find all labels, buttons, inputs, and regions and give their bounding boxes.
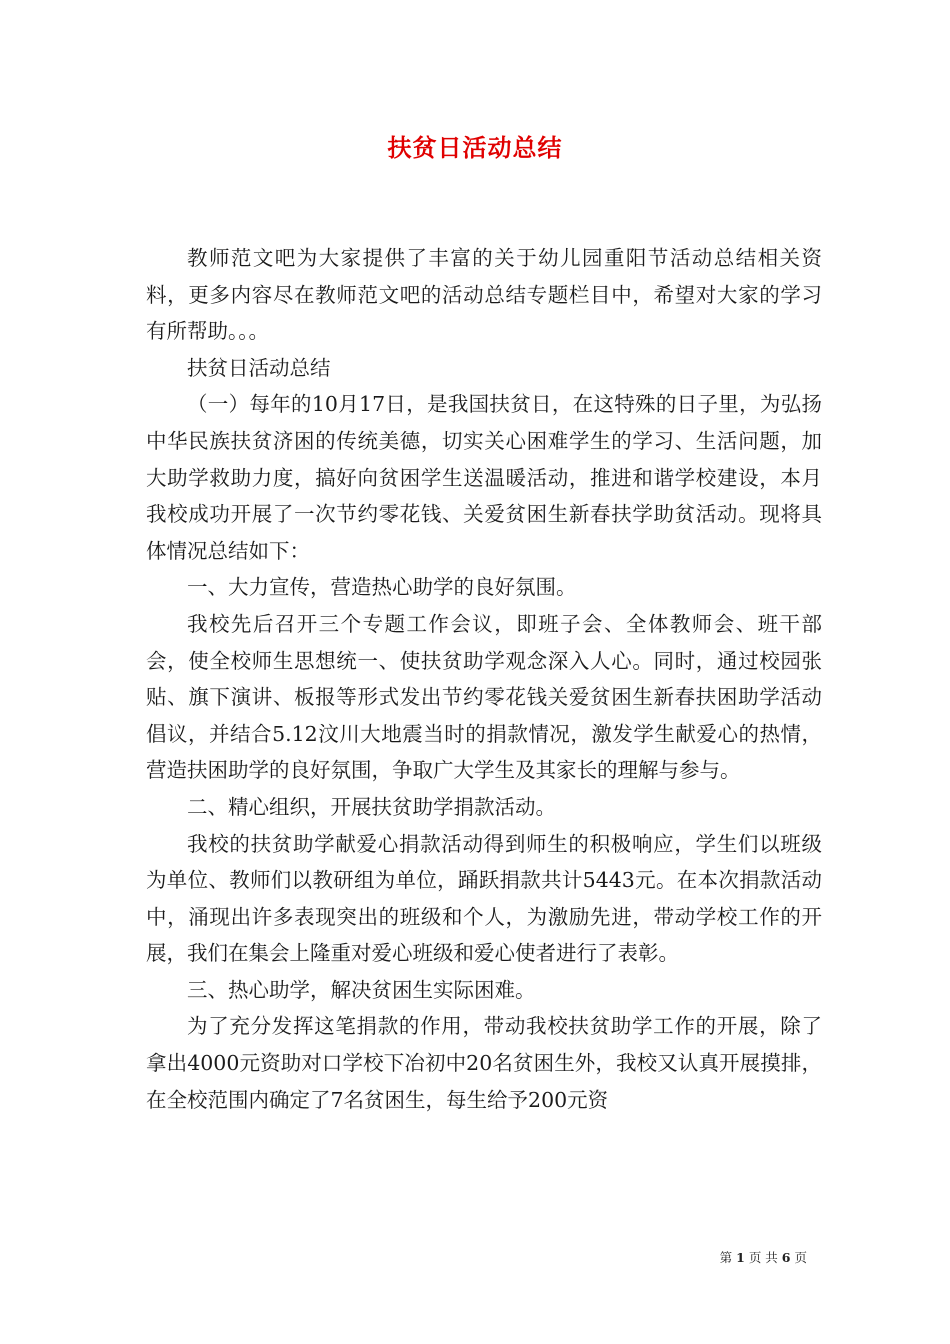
paragraph-section-2: 我校的扶贫助学献爱心捐款活动得到师生的积极响应，学生们以班级为单位、教师们以教研组为单位，踊跃捐款共计5443元。在本次捐款活动中，涌现出许多表现突出的班级和个人，为激励先进，带动学校工作的开展，我们在集会上隆重对爱心班级和爱心使者进行了表彰。	[146, 831, 822, 966]
section-heading-3: 三、热心助学，解决贫困生实际困难。	[187, 977, 536, 1002]
current-page-number: 1	[736, 1250, 745, 1265]
paragraph-section-1: 我校先后召开三个专题工作会议，即班子会、全体教师会、班干部会，使全校师生思想统一、使扶贫助学观念深入人心。同时，通过校园张贴、旗下演讲、板报等形式发出节约零花钱关爱贫困生新春扶困助学活动倡议，并结合5.12汶川大地震当时的捐款情况，激发学生献爱心的热情，营造扶困助学的良好氛围，争取广大学生及其家长的理解与参与。	[146, 611, 822, 783]
footer-middle: 页 共	[748, 1250, 778, 1265]
total-pages-number: 6	[781, 1250, 791, 1265]
section-heading-1: 一、大力宣传，营造热心助学的良好氛围。	[187, 575, 577, 600]
document-title: 扶贫日活动总结	[387, 133, 563, 162]
page-number-footer	[720, 1248, 807, 1266]
footer-suffix: 页	[794, 1250, 807, 1265]
paragraph-intro: 教师范文吧为大家提供了丰富的关于幼儿园重阳节活动总结相关资料，更多内容尽在教师范文吧的活动总结专题栏目中，希望对大家的学习有所帮助。。。	[146, 246, 822, 344]
document-body	[146, 240, 822, 1118]
paragraph-overview: （一）每年的10月17日，是我国扶贫日，在这特殊的日子里，为弘扬中华民族扶贫济困的传统美德，切实关心困难学生的学习、生活问题，加大助学救助力度，搞好向贫困学生送温暖活动，推进和谐学校建设，本月我校成功开展了一次节约零花钱、关爱贫困生新春扶学助贫活动。现将具体情况总结如下：	[146, 392, 822, 563]
paragraph-section-3: 为了充分发挥这笔捐款的作用，带动我校扶贫助学工作的开展，除了拿出4000元资助对口学校下冶初中20名贫困生外，我校又认真开展摸排，在全校范围内确定了7名贫困生，每生给予200元资	[146, 1014, 822, 1112]
section-heading-2: 二、精心组织，开展扶贫助学捐款活动。	[187, 794, 556, 819]
footer-prefix: 第	[719, 1250, 733, 1265]
paragraph-subtitle: 扶贫日活动总结	[187, 355, 331, 380]
